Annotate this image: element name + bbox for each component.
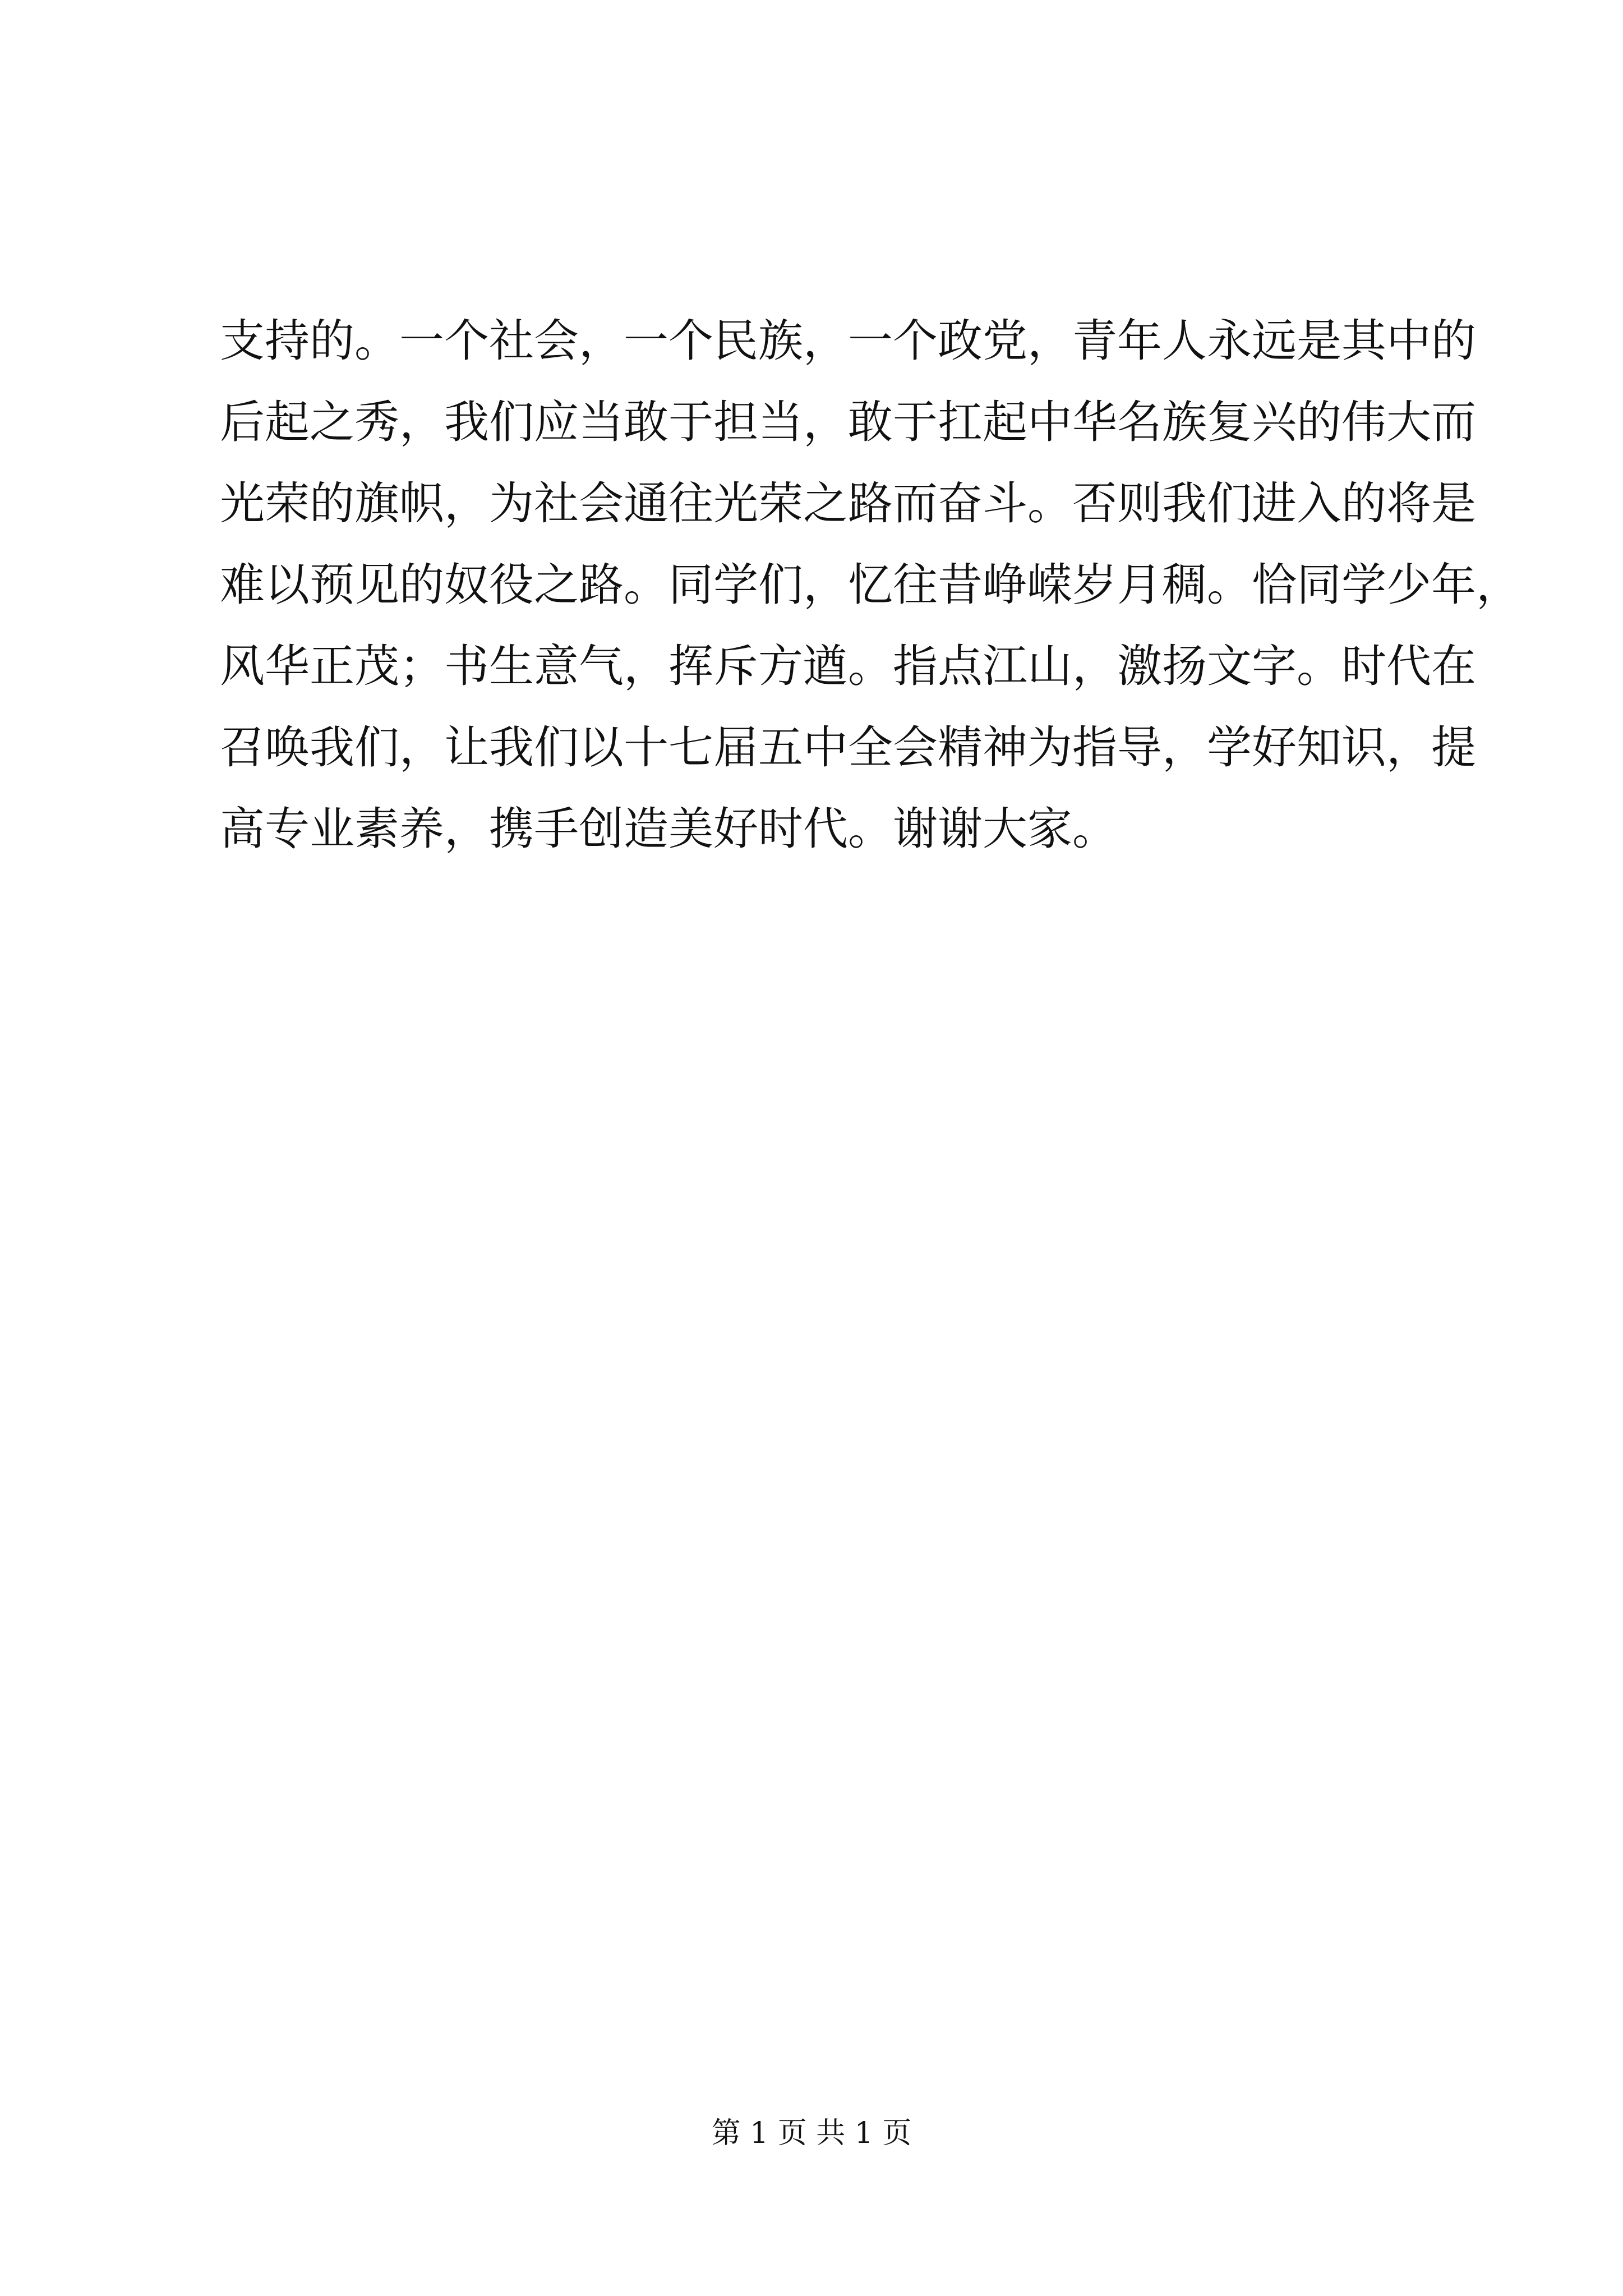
- page-indicator: 第 1 页 共 1 页: [711, 2116, 912, 2150]
- body-paragraph: [220, 300, 1521, 869]
- paragraph-line-3: 光荣的旗帜，为社会通往光荣之路而奋斗。否则我们进入的将是: [220, 477, 1476, 530]
- page-footer: [0, 2114, 1623, 2153]
- paragraph-line-7: 高专业素养，携手创造美好时代。谢谢大家。: [220, 803, 1117, 855]
- paragraph-line-4: 难以预见的奴役之路。同学们，忆往昔峥嵘岁月稠。恰同学少年，: [220, 559, 1521, 611]
- paragraph-line-6: 召唤我们，让我们以十七届五中全会精神为指导，学好知识，提: [220, 721, 1476, 774]
- paragraph-line-1: 支持的。一个社会，一个民族，一个政党，青年人永远是其中的: [220, 315, 1476, 367]
- paragraph-line-2: 后起之秀，我们应当敢于担当，敢于扛起中华名族复兴的伟大而: [220, 396, 1476, 448]
- paragraph-line-5: 风华正茂；书生意气，挥斥方遒。指点江山，激扬文字。时代在: [220, 640, 1476, 692]
